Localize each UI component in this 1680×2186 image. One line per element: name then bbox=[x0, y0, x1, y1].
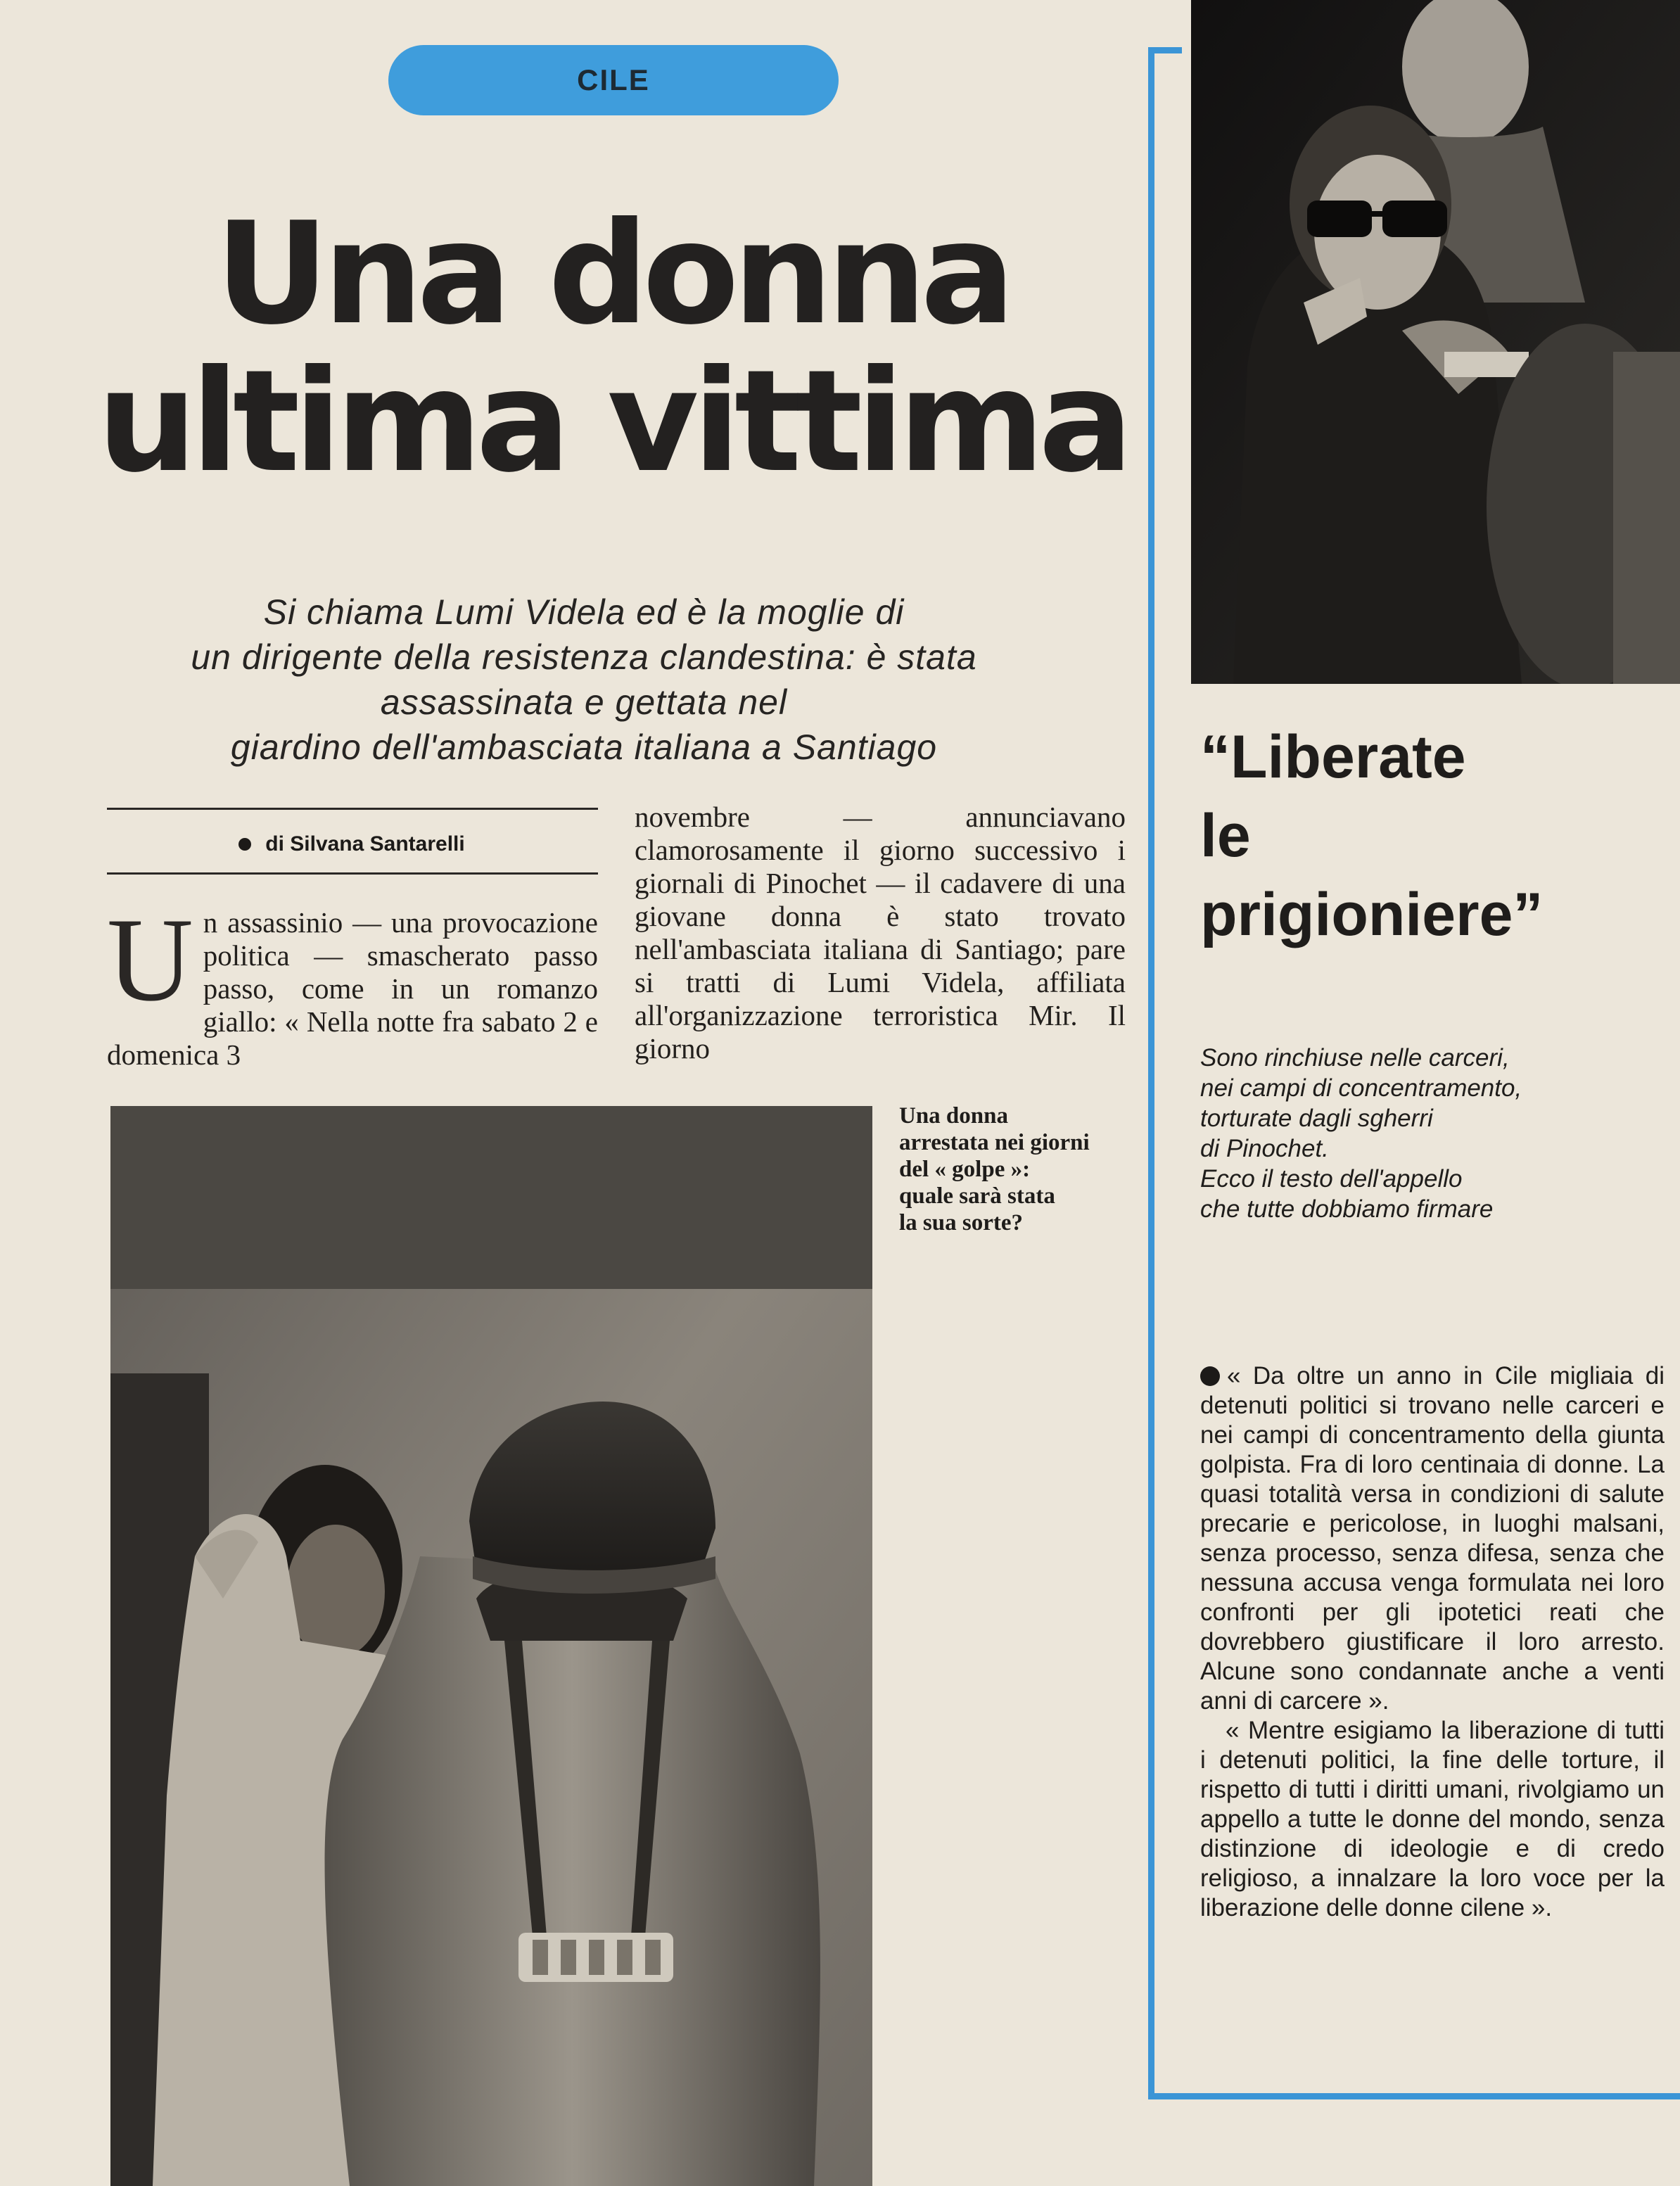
sidebar-headline-line: le bbox=[1200, 802, 1251, 870]
photo-arrest bbox=[110, 1106, 872, 2186]
subheading-line: giardino dell'ambasciata italiana a Santiago bbox=[230, 727, 938, 767]
caption-line: del « golpe »: bbox=[899, 1157, 1031, 1182]
photo-arrest-image bbox=[110, 1106, 872, 2186]
photo-conference bbox=[1191, 0, 1680, 684]
sidebar-intro-line: di Pinochet. bbox=[1200, 1135, 1329, 1162]
photo-caption bbox=[899, 1102, 1152, 1236]
caption-line: la sua sorte? bbox=[899, 1210, 1023, 1235]
headline bbox=[77, 192, 1147, 504]
sidebar-intro-line: che tutte dobbiamo firmare bbox=[1200, 1195, 1494, 1223]
appeal-paragraph-text: « Da oltre un anno in Cile migliaia di detenuti politici si trovano nelle carceri e nei campi di concentramento della giunta golpista. Fra di loro centinaia di donne. La quasi totalità versa in condizioni di salute precarie e pericolose, in luoghi malsani, senza processo, senza difesa, senza che nessuna accusa venga formulata nei loro confronti per gli ipotetici reati che dovrebbero giustificare il loro arresto. Alcune sono condannate anche a venti anni di carcere ». bbox=[1200, 1362, 1665, 1715]
bullet-icon bbox=[238, 838, 251, 851]
drop-cap: U bbox=[107, 906, 193, 1026]
bullet-icon bbox=[1200, 1366, 1220, 1386]
byline bbox=[106, 823, 598, 865]
subheading-line: Si chiama Lumi Videla ed è la moglie di bbox=[263, 592, 905, 632]
sidebar-intro-line: Sono rinchiuse nelle carceri, bbox=[1200, 1044, 1510, 1072]
subheading bbox=[84, 590, 1083, 770]
article-column-2 bbox=[635, 801, 1126, 1075]
sidebar-intro bbox=[1200, 1043, 1636, 1224]
subheading-line: un dirigente della resistenza clandestina: è stata bbox=[191, 637, 977, 677]
appeal-text bbox=[1200, 1361, 1665, 1923]
sidebar-headline-line: prigioniere” bbox=[1200, 881, 1544, 948]
appeal-paragraph bbox=[1200, 1361, 1665, 1716]
section-label: CILE bbox=[388, 45, 839, 115]
subheading-line: assassinata e gettata nel bbox=[380, 682, 788, 722]
photo-conference-image bbox=[1191, 0, 1680, 684]
caption-line: arrestata nei giorni bbox=[899, 1130, 1090, 1155]
caption-line: Una donna bbox=[899, 1103, 1008, 1129]
sidebar-headline bbox=[1200, 718, 1665, 954]
caption-line: quale sarà stata bbox=[899, 1183, 1055, 1209]
headline-line-2: ultima vittima bbox=[96, 340, 1128, 504]
headline-line-1: Una donna bbox=[215, 192, 1010, 356]
article-text: n assassinio — una provocazione politica — smascherato passo passo, come in un romanzo giallo: « Nella notte fra sabato 2 e domenica 3 bbox=[107, 906, 598, 1071]
article-text: novembre — annunciavano clamorosamente il giorno successivo i giornali di Pinochet — il cadavere di una giovane donna è stato trovato nell'ambasciata italiana di Santiago; pare si tratti di Lumi Videla, affiliata all'organizzazione terroristica Mir. Il giorno bbox=[635, 801, 1126, 1065]
sidebar-intro-line: torturate dagli sgherri bbox=[1200, 1105, 1433, 1132]
appeal-paragraph: « Mentre esigiamo la liberazione di tutti i detenuti politici, la fine delle torture, il rispetto di tutti i diritti umani, rivolgiamo un appello a tutte le donne del mondo, senza distinzione di ideologie e di credo religioso, a innalzare la loro voce per la liberazione delle donne cilene ». bbox=[1200, 1717, 1665, 1921]
sidebar-headline-line: “Liberate bbox=[1200, 723, 1466, 791]
byline-author: di Silvana Santarelli bbox=[265, 832, 465, 856]
byline-rule-top bbox=[107, 808, 598, 810]
sidebar-intro-line: Ecco il testo dell'appello bbox=[1200, 1165, 1463, 1193]
sidebar-intro-line: nei campi di concentramento, bbox=[1200, 1074, 1522, 1102]
byline-rule-bottom bbox=[107, 872, 598, 875]
sidebar-frame-bottom bbox=[1148, 2093, 1680, 2099]
sidebar-frame-left bbox=[1148, 47, 1154, 2099]
article-column-1 bbox=[107, 906, 598, 1089]
